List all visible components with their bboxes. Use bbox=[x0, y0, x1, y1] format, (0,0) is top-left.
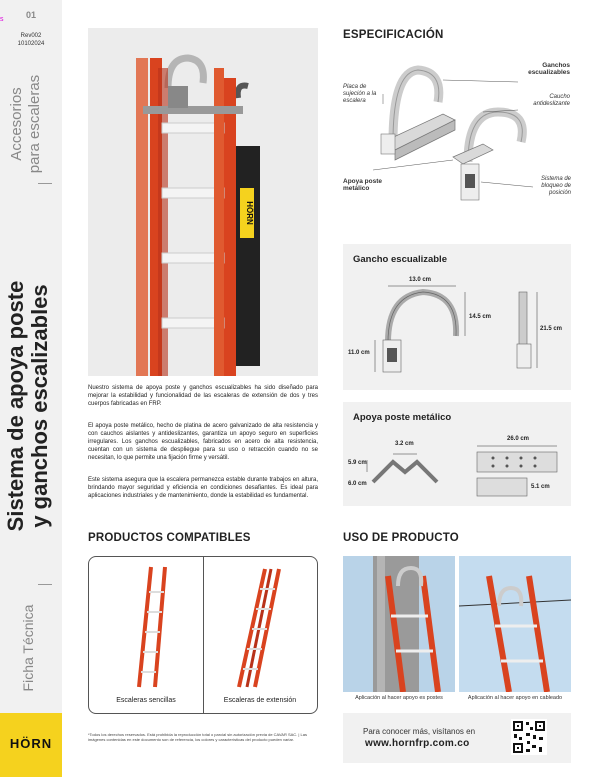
usage-title: USO DE PRODUCTO bbox=[343, 532, 459, 544]
copyright-footnote: *Todos los derechos reservados. Está prohibida la reproducción total o parcial sin autorización previa de CAVAR SAC. | Las imágenes contenidas en este documento son de referencia, los colores y características del producto pueden variar. bbox=[88, 732, 308, 742]
edge-marker: s bbox=[0, 16, 4, 23]
side-guard bbox=[236, 146, 260, 366]
spec-diagram bbox=[343, 52, 573, 232]
pole-photo-illustration bbox=[343, 556, 455, 692]
spec-title: ESPECIFICACIÓN bbox=[343, 29, 444, 41]
apoya-card bbox=[343, 402, 571, 506]
hero-ladder-image bbox=[88, 28, 318, 376]
sticker-brand: HÖRN bbox=[245, 201, 254, 225]
title-line-2: y ganchos escalizables bbox=[27, 284, 52, 528]
usage-caption-pole: Aplicación al hacer apoyo es postes bbox=[355, 695, 443, 701]
apoya-drawing bbox=[343, 402, 571, 506]
ladder-rail-shadow bbox=[158, 68, 168, 376]
revision-info bbox=[0, 32, 62, 48]
website-cta bbox=[343, 713, 571, 763]
description-p1: Nuestro sistema de apoya poste y ganchos escualizables ha sido diseñado para mejorar la estabilidad y funcionalidad de las escaleras de extensión de dos y tres cuerpos fabricadas en FRP. bbox=[88, 385, 318, 407]
ladder-rail bbox=[224, 78, 236, 376]
description-p3: Este sistema asegura que la escalera permanezca estable durante trabajos en altura, brindando mayor seguridad y eficiencia en condiciones desafiantes. Es ideal para aplicaciones industriales y de mantenimiento, donde la estabilidad es fundamental. bbox=[88, 477, 318, 499]
product-extension-ladder: Escaleras de extensión bbox=[223, 697, 297, 704]
apoya-plate: 5.1 cm bbox=[531, 484, 550, 490]
spec-illustration bbox=[343, 52, 573, 232]
gancho-height: 14.5 cm bbox=[469, 314, 492, 320]
compatible-products-box bbox=[88, 556, 318, 714]
usage-caption-cable: Aplicación al hacer apoyo en cableado bbox=[467, 695, 563, 701]
qr-code-icon[interactable] bbox=[511, 719, 547, 755]
category-line-1: Accesorios bbox=[8, 87, 25, 161]
category-line-2: para escaleras bbox=[26, 74, 43, 174]
bracket bbox=[143, 106, 243, 114]
apoya-w1: 3.2 cm bbox=[395, 441, 414, 447]
label-ganchos: Ganchos escualizables bbox=[528, 62, 570, 76]
description-p2: El apoya poste metálico, hecho de platina de acero galvanizado de alta resistencia y con cauchos aislantes y antideslizantes, garantiza un apoyo seguro en superficies irregulares. Los ganchos escualizables, fabricados en acero de alta resistencia, cuentan con un sistema de despliegue para su uso o retracción cuando no se necesitan, lo que permite una fijación firme y versátil. bbox=[88, 423, 318, 461]
hook-icon bbox=[168, 58, 203, 88]
apoya-title: Apoya poste metálico bbox=[353, 412, 452, 423]
ladder-illustration bbox=[88, 28, 318, 376]
bracket-plate bbox=[168, 86, 188, 108]
ladder-rail bbox=[136, 58, 148, 376]
hook-tip-icon bbox=[238, 86, 248, 99]
page-title bbox=[4, 246, 66, 566]
gancho-width: 13.0 cm bbox=[409, 277, 432, 283]
divider bbox=[38, 584, 52, 585]
product-single-ladder: Escaleras sencillas bbox=[116, 697, 176, 704]
apoya-h1: 5.9 cm bbox=[348, 460, 367, 466]
title-line-1: Sistema de apoya poste bbox=[3, 280, 28, 532]
usage-photo-cable bbox=[459, 556, 571, 692]
label-apoya: Apoya poste metálico bbox=[343, 178, 383, 192]
gancho-base: 11.0 cm bbox=[348, 350, 370, 356]
divider bbox=[38, 183, 52, 184]
gancho-card bbox=[343, 244, 571, 390]
revision-date: 10102024 bbox=[17, 41, 45, 47]
cta-text: Para conocer más, visítanos en bbox=[363, 727, 476, 736]
document-type: Ficha Técnica bbox=[20, 604, 36, 692]
gancho-side: 21.5 cm bbox=[540, 326, 563, 332]
apoya-length: 26.0 cm bbox=[507, 436, 530, 442]
brand-logo: HÖRN bbox=[9, 736, 53, 751]
ladder-rail bbox=[214, 68, 224, 376]
cable-photo-illustration bbox=[459, 556, 571, 692]
label-bloqueo: Sistema de bloqueo de posición bbox=[540, 176, 571, 196]
compatible-illustration bbox=[89, 557, 319, 715]
category-label bbox=[8, 49, 52, 199]
website-link[interactable]: www.hornfrp.com.co bbox=[365, 738, 470, 749]
sidebar bbox=[0, 0, 62, 777]
page-number: 01 bbox=[25, 10, 36, 20]
usage-photo-pole bbox=[343, 556, 455, 692]
revision: Rev002 bbox=[20, 33, 42, 39]
gancho-drawing bbox=[343, 244, 571, 390]
compatible-title: PRODUCTOS COMPATIBLES bbox=[88, 532, 251, 544]
label-placa: Placa de sujeción a la escalera bbox=[343, 84, 377, 104]
label-caucho: Caucho antideslizante bbox=[533, 94, 570, 107]
apoya-h2: 6.0 cm bbox=[348, 481, 367, 487]
gancho-title: Gancho escualizable bbox=[353, 254, 447, 265]
